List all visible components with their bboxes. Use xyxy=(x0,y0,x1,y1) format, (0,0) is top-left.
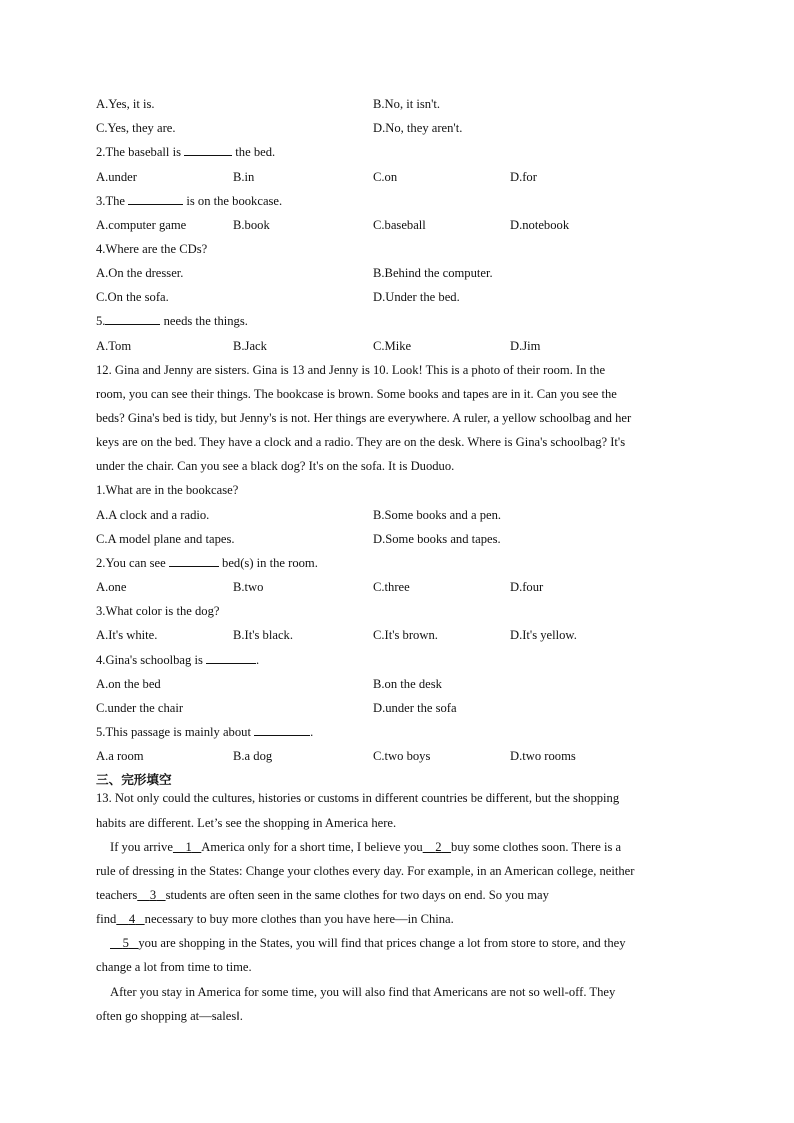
option-a: A.computer game xyxy=(96,218,187,232)
option-b: B.Some books and a pen. xyxy=(373,508,502,522)
option-c: C.Mike xyxy=(373,339,412,353)
option-b: B.book xyxy=(233,218,270,232)
answer-blank xyxy=(206,663,256,664)
passage-line: 5 you are shopping in the States, you will find that prices change a lot from store to store, and they xyxy=(110,935,712,951)
question-stem: 5. needs the things. xyxy=(96,314,248,328)
passage-line: find 4 necessary to buy more clothes than you have here—in China. xyxy=(96,912,454,926)
option-c: C.On the sofa. xyxy=(96,290,169,304)
passage-line: After you stay in America for some time, you will also find that Americans are not so well-off. They xyxy=(110,985,616,999)
question-stem: 3.The is on the bookcase. xyxy=(96,194,283,208)
option-a: A.on the bed xyxy=(96,677,161,691)
question-stem: 4.Where are the CDs? xyxy=(96,242,208,256)
passage-line: 13. Not only could the cultures, histories or customs in different countries be different, but the shopping xyxy=(96,791,620,805)
passage-line: keys are on the bed. They have a clock and a radio. They are on the desk. Where is Gina's schoolbag? It's xyxy=(96,435,626,449)
question-stem: 5.This passage is mainly about . xyxy=(96,725,314,739)
option-c: C.three xyxy=(373,580,410,594)
passage-line: rule of dressing in the States: Change your clothes every day. For example, in an American college, neither xyxy=(96,864,635,878)
passage-line: habits are different. Let’s see the shopping in America here. xyxy=(96,816,397,830)
cloze-blank-1: 1 xyxy=(185,840,192,854)
option-d: D.Jim xyxy=(510,339,541,353)
cloze-blank-2: 2 xyxy=(435,840,442,854)
option-c: C.on xyxy=(373,170,398,184)
option-a: A.On the dresser. xyxy=(96,266,184,280)
passage-line: under the chair. Can you see a black dog? It's on the sofa. It is Duoduo. xyxy=(96,459,455,473)
question-stem: 2.You can see bed(s) in the room. xyxy=(96,556,318,570)
passage-line: often go shopping at—sales‖. xyxy=(96,1009,243,1023)
option-d: D.under the sofa xyxy=(373,701,457,715)
option-d: D.Under the bed. xyxy=(373,290,460,304)
option-a: A.Yes, it is. xyxy=(96,97,155,111)
passage-line: change a lot from time to time. xyxy=(96,960,252,974)
option-d: D.No, they aren't. xyxy=(373,121,463,135)
cloze-blank-4: 4 xyxy=(128,912,136,926)
option-c: C.A model plane and tapes. xyxy=(96,532,235,546)
option-d: D.notebook xyxy=(510,218,570,232)
answer-blank xyxy=(254,735,310,736)
option-a: A.Tom xyxy=(96,339,132,353)
passage-line: beds? Gina's bed is tidy, but Jenny's is not. Her things are everywhere. A ruler, a yellow schoolbag and her xyxy=(96,411,632,425)
option-b: B.Behind the computer. xyxy=(373,266,493,280)
option-c: C.two boys xyxy=(373,749,431,763)
question-stem: 3.What color is the dog? xyxy=(96,604,220,618)
option-b: B.in xyxy=(233,170,255,184)
option-d: D.for xyxy=(510,170,537,184)
answer-blank xyxy=(128,204,183,205)
option-b: B.No, it isn't. xyxy=(373,97,440,111)
option-a: A.It's white. xyxy=(96,628,158,642)
option-b: B.a dog xyxy=(233,749,273,763)
option-a: A.A clock and a radio. xyxy=(96,508,210,522)
option-b: B.It's black. xyxy=(233,628,293,642)
passage-line: teachers 3 students are often seen in the same clothes for two days on end. So you may xyxy=(96,888,549,902)
answer-blank xyxy=(169,566,219,567)
passage-line: room, you can see their things. The bookcase is brown. Some books and tapes are in it. Can you see the xyxy=(96,387,617,401)
option-c: C.Yes, they are. xyxy=(96,121,176,135)
option-d: D.It's yellow. xyxy=(510,628,577,642)
option-c: C.It's brown. xyxy=(373,628,438,642)
option-c: C.under the chair xyxy=(96,701,184,715)
question-stem: 2.The baseball is the bed. xyxy=(96,145,276,159)
option-c: C.baseball xyxy=(373,218,426,232)
option-d: D.Some books and tapes. xyxy=(373,532,501,546)
passage-line: If you arrive 1 America only for a short time, I believe you 2 buy some clothes soon. There is a xyxy=(110,840,622,854)
option-a: A.one xyxy=(96,580,127,594)
answer-blank xyxy=(105,324,160,325)
option-b: B.Jack xyxy=(233,339,267,353)
option-a: A.a room xyxy=(96,749,144,763)
passage-line: 12. Gina and Jenny are sisters. Gina is 13 and Jenny is 10. Look! This is a photo of their room. In the xyxy=(96,363,606,377)
cloze-blank-5: 5 xyxy=(122,936,129,950)
question-stem: 4.Gina's schoolbag is . xyxy=(96,653,260,667)
section-heading: 三、完形填空 xyxy=(96,772,172,787)
answer-blank xyxy=(184,155,232,156)
option-b: B.two xyxy=(233,580,264,594)
question-stem: 1.What are in the bookcase? xyxy=(96,483,239,497)
option-d: D.four xyxy=(510,580,544,594)
cloze-blank-3: 3 xyxy=(149,888,157,902)
option-d: D.two rooms xyxy=(510,749,576,763)
option-b: B.on the desk xyxy=(373,677,442,691)
option-a: A.under xyxy=(96,170,137,184)
